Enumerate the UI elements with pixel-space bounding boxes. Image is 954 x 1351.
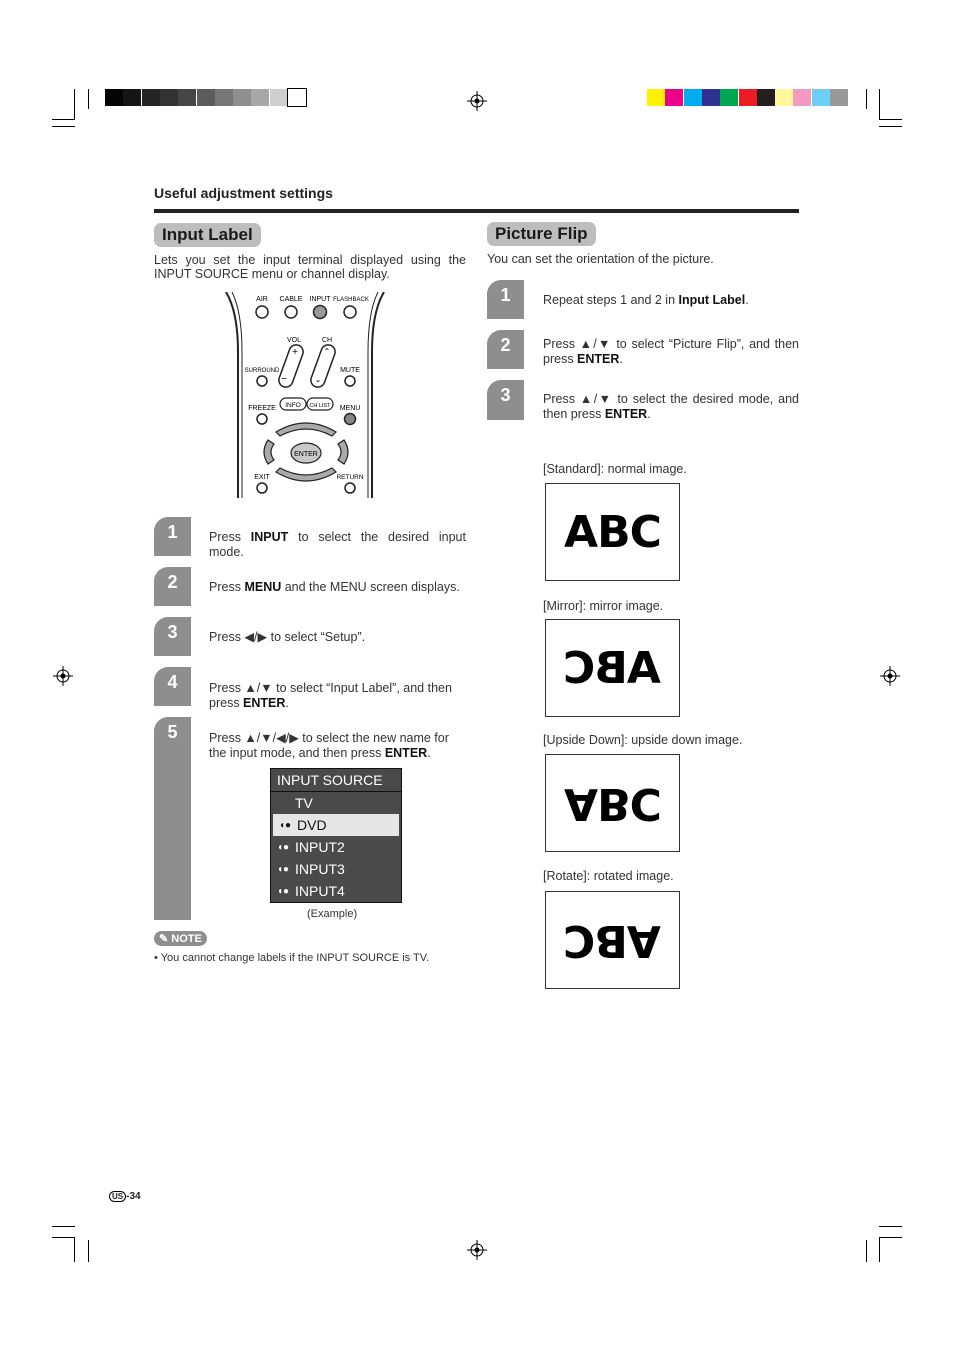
mode-caption-rotate: [Rotate]: rotated image. <box>543 869 674 883</box>
color-swatch <box>775 89 793 106</box>
color-swatch <box>142 89 160 106</box>
abc-sample: ABC <box>564 777 661 829</box>
color-swatch <box>178 89 196 106</box>
note-badge: ✎ NOTE <box>154 931 207 946</box>
color-swatch <box>647 89 665 106</box>
abc-sample: ABC <box>564 642 661 694</box>
color-swatch <box>812 89 830 106</box>
input-source-menu <box>270 768 402 903</box>
color-swatch <box>830 89 848 106</box>
picture-flip-intro: You can set the orientation of the picture. <box>487 252 714 266</box>
input-plug-icon: ◖● <box>277 863 290 875</box>
color-swatch <box>160 89 178 106</box>
pencil-icon: ✎ <box>159 933 169 945</box>
mode-caption-upside-down: [Upside Down]: upside down image. <box>543 733 743 747</box>
color-swatch <box>233 89 251 106</box>
step-text-2: Press MENU and the MENU screen displays. <box>209 580 460 594</box>
color-swatch <box>665 89 683 106</box>
remote-flashback-label: FLASHBACK <box>333 297 369 303</box>
step-text-3: Press ◀/▶ to select “Setup”. <box>209 630 366 644</box>
input-plug-icon: ◖● <box>279 819 292 831</box>
color-swatch <box>793 89 811 106</box>
pf-step-number-3: 3 <box>487 380 524 420</box>
color-swatch <box>684 89 702 106</box>
abc-sample: ABC <box>564 914 661 966</box>
svg-text:−: − <box>281 374 287 385</box>
page-number: US -34 <box>109 1191 141 1202</box>
menu-item-input2[interactable]: ◖● INPUT2 <box>277 839 345 855</box>
pf-step-number-2: 2 <box>487 330 524 369</box>
mode-caption-mirror: [Mirror]: mirror image. <box>543 599 664 613</box>
registration-mark-icon <box>467 1240 487 1260</box>
pf-step-text-1: Repeat steps 1 and 2 in Input Label. <box>543 293 749 307</box>
color-swatch <box>757 89 775 106</box>
step-text-1: Press INPUT to select the desired input mode. <box>209 530 466 559</box>
example-caption: (Example) <box>307 908 358 920</box>
remote-chlist-label: CH LIST <box>309 403 331 409</box>
input-plug-icon: ◖● <box>277 841 290 853</box>
color-swatch <box>702 89 720 106</box>
pf-step-text-2: Press ▲/▼ to select “Picture Flip”, and then press ENTER. <box>543 337 799 366</box>
region-badge: US <box>109 1191 126 1202</box>
remote-return-label: RETURN <box>336 474 364 481</box>
step-number-4: 4 <box>154 667 191 706</box>
step-number-2: 2 <box>154 567 191 606</box>
registration-mark-icon <box>880 666 900 686</box>
input-source-menu-title: INPUT SOURCE <box>271 769 401 792</box>
mode-image-mirror <box>545 619 680 717</box>
color-swatch <box>251 89 269 106</box>
remote-surround-label: SURROUND <box>244 368 280 374</box>
step-text-5: Press ▲/▼/◀/▶ to select the new name for the input mode, and then press ENTER. <box>209 731 449 760</box>
remote-air-label: AIR <box>256 296 268 303</box>
pf-step-number-1: 1 <box>487 280 524 319</box>
mode-caption-standard: [Standard]: normal image. <box>543 462 687 476</box>
step-number-5: 5 <box>154 717 191 920</box>
remote-freeze-label: FREEZE <box>248 405 276 412</box>
picture-flip-title: Picture Flip <box>487 222 596 246</box>
mode-image-standard <box>545 483 680 581</box>
menu-item-input3[interactable]: ◖● INPUT3 <box>277 861 345 877</box>
remote-input-label: INPUT <box>309 296 331 303</box>
svg-text:+: + <box>292 347 298 358</box>
svg-text:⌃: ⌃ <box>323 347 331 356</box>
remote-ch-label: CH <box>321 337 333 344</box>
remote-vol-label: VOL <box>286 337 302 344</box>
menu-item-tv[interactable]: TV <box>295 795 313 811</box>
color-swatch <box>288 89 306 106</box>
color-swatch <box>215 89 233 106</box>
menu-item-input4[interactable]: ◖● INPUT4 <box>277 883 345 899</box>
color-swatch <box>720 89 738 106</box>
pf-step-text-3: Press ▲/▼ to select the desired mode, and then press ENTER. <box>543 392 799 421</box>
color-swatch <box>105 89 123 106</box>
input-label-title: Input Label <box>154 223 261 247</box>
registration-mark-icon <box>53 666 73 686</box>
remote-exit-label: EXIT <box>254 474 270 481</box>
svg-text:⌄: ⌄ <box>314 375 322 384</box>
note-text: • You cannot change labels if the INPUT SOURCE is TV. <box>154 952 430 964</box>
color-swatch <box>270 89 288 106</box>
header-rule <box>154 209 799 213</box>
abc-sample: ABC <box>564 506 661 558</box>
mode-image-upside-down <box>545 754 680 852</box>
section-header: Useful adjustment settings <box>154 185 333 201</box>
registration-mark-icon <box>467 91 487 111</box>
remote-menu-label: MENU <box>339 405 361 412</box>
step-number-3: 3 <box>154 617 191 656</box>
remote-enter-label: ENTER <box>294 451 318 458</box>
step-text-4: Press ▲/▼ to select “Input Label”, and then press ENTER. <box>209 681 452 710</box>
remote-cable-label: CABLE <box>279 296 303 303</box>
mode-image-rotate <box>545 891 680 989</box>
color-swatch <box>123 89 141 106</box>
remote-mute-label: MUTE <box>340 367 360 374</box>
menu-item-dvd[interactable]: ◖● DVD <box>273 814 399 836</box>
step-number-1: 1 <box>154 517 191 556</box>
input-plug-icon: ◖● <box>277 885 290 897</box>
input-label-intro: Lets you set the input terminal displayed using the INPUT SOURCE menu or channel display. <box>154 253 466 281</box>
color-swatch <box>197 89 215 106</box>
remote-info-label: INFO <box>285 402 301 409</box>
remote-control-illustration <box>224 292 386 498</box>
color-swatch <box>739 89 757 106</box>
